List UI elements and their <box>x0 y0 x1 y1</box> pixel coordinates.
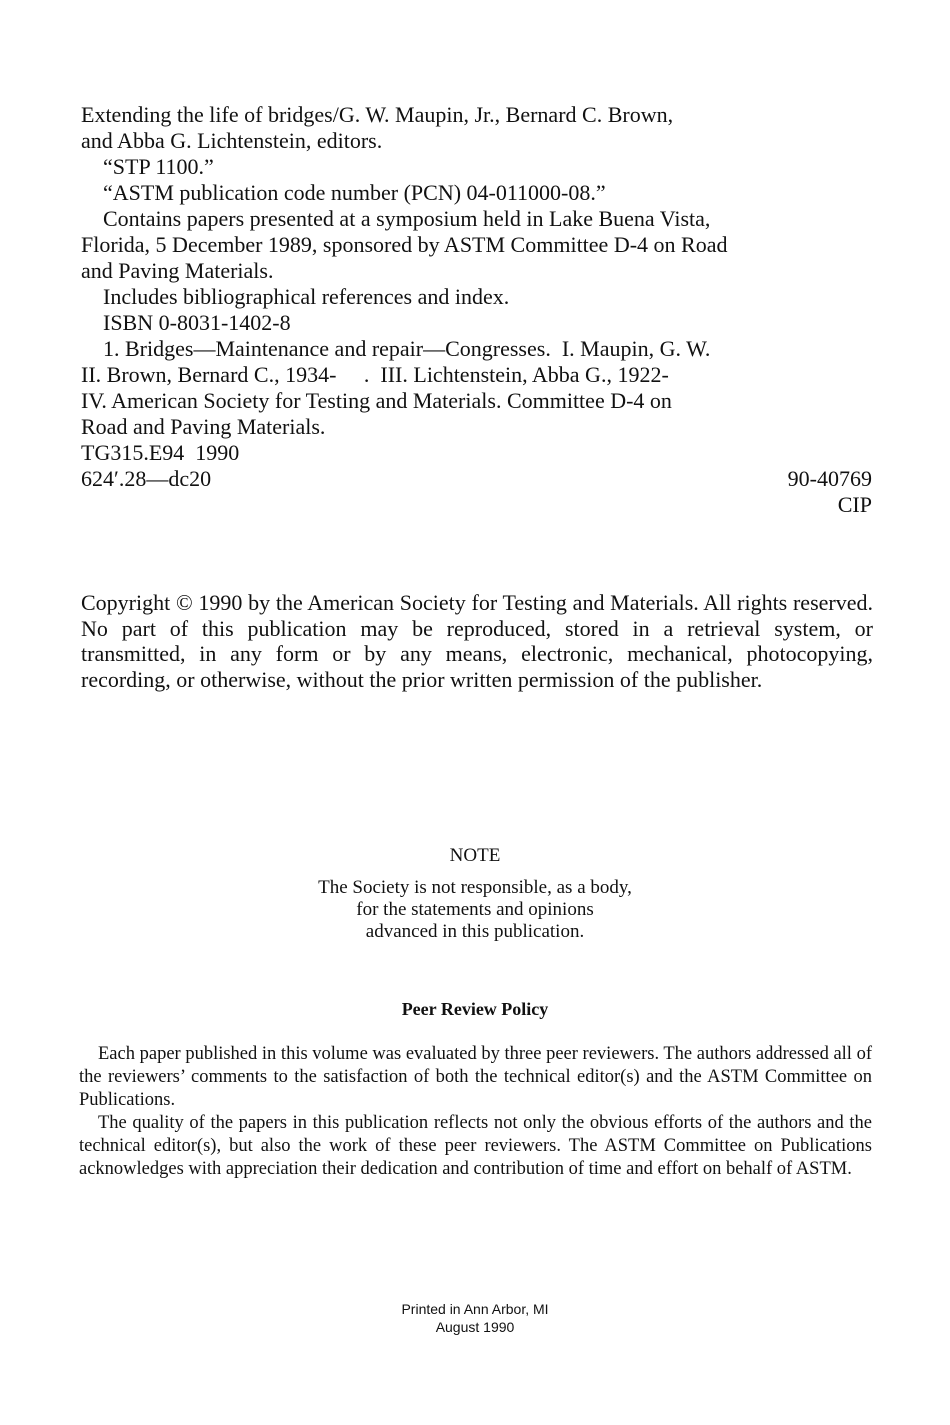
cip-line: II. Brown, Bernard C., 1934- . III. Lichtenstein, Abba G., 1922- <box>81 362 669 387</box>
cip-isbn: ISBN 0-8031-1402-8 <box>103 310 291 335</box>
cip-line: “STP 1100.” <box>103 154 214 179</box>
cip-label: CIP <box>837 492 872 517</box>
note-line: The Society is not responsible, as a body, <box>318 877 632 898</box>
peer-review-title: Peer Review Policy <box>401 999 549 1019</box>
cip-line: and Abba G. Lichtenstein, editors. <box>81 128 383 153</box>
copyright-notice: Copyright © 1990 by the American Society for Testing and Materials. All rights reserved. No part of this publication may be reproduced, stored in a retrieval system, or transmitted, in any form or by any means, electronic, mechanical, photocopying, recording, or otherwise, without the prior written permission of the publisher. <box>81 590 873 692</box>
peer-review-body <box>79 1043 872 1181</box>
cip-line: and Paving Materials. <box>81 258 274 283</box>
cip-line: Florida, 5 December 1989, sponsored by ASTM Committee D-4 on Road <box>81 232 728 257</box>
cip-line: Extending the life of bridges/G. W. Maupin, Jr., Bernard C. Brown, <box>81 102 674 127</box>
note-title: NOTE <box>449 845 501 866</box>
printed-date: August 1990 <box>435 1319 515 1335</box>
cip-line: IV. American Society for Testing and Materials. Committee D-4 on <box>81 388 672 413</box>
cip-line: “ASTM publication code number (PCN) 04-011000-08.” <box>103 180 606 205</box>
cip-classification: 624′.28—dc20 <box>81 466 212 491</box>
peer-review-paragraph: Each paper published in this volume was evaluated by three peer reviewers. The authors addressed all of the reviewers’ comments to the satisfaction of both the technical editor(s) and the ASTM Committee on Publications. <box>79 1044 872 1110</box>
cip-block <box>0 0 950 560</box>
printed-place: Printed in Ann Arbor, MI <box>401 1301 549 1317</box>
peer-review-paragraph: The quality of the papers in this publication reflects not only the obvious efforts of the authors and the technical editor(s), but also the work of these peer reviewers. The ASTM Committee on Publications acknowledges with appreciation their dedication and contribution of time and effort on behalf of ASTM. <box>79 1113 872 1179</box>
cip-catalog-number: 90-40769 <box>787 466 872 491</box>
note-line: advanced in this publication. <box>365 921 585 942</box>
printed-info <box>0 1300 950 1336</box>
note-block <box>0 845 950 943</box>
note-line: for the statements and opinions <box>356 899 594 920</box>
cip-line: Road and Paving Materials. <box>81 414 326 439</box>
cip-line: Includes bibliographical references and index. <box>103 284 510 309</box>
cip-call-number: TG315.E94 1990 <box>81 440 240 465</box>
cip-line: 1. Bridges—Maintenance and repair—Congresses. I. Maupin, G. W. <box>103 336 711 361</box>
cip-line: Contains papers presented at a symposium held in Lake Buena Vista, <box>103 206 711 231</box>
